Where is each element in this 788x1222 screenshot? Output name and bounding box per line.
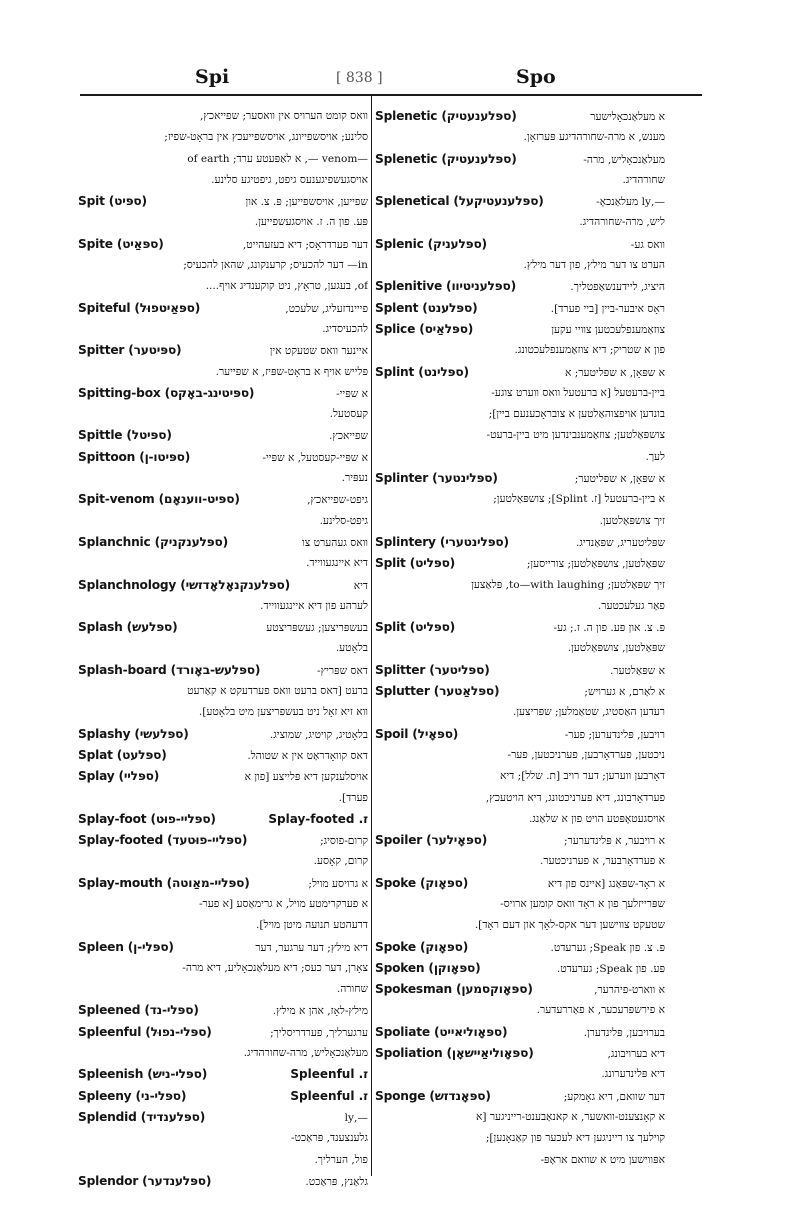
definition-first-line: שפייאכץ. xyxy=(328,430,368,443)
entry-headline xyxy=(375,191,665,212)
entry-headline xyxy=(78,617,368,638)
entry-headline xyxy=(375,319,665,340)
definition-line: זיך שפּאַלטען; to—with laughing, פּלאַצען xyxy=(471,578,665,591)
definition-line: פערדאָרבונג, דיא פערניכטונג, דיא הויטעכץ, xyxy=(485,791,665,804)
entry-headline xyxy=(78,1022,368,1043)
definition-line: אפּווישען מיט א שוואם אראָפּ- xyxy=(540,1153,665,1166)
dictionary-entry xyxy=(375,532,665,553)
entry-headline xyxy=(78,809,368,830)
dictionary-entry xyxy=(375,958,665,979)
definition-first-line: צוזאַמענפלעכטען צוויי עקען xyxy=(551,323,665,336)
definition-line: א פירשפּרעכער, א פאַררעדער. xyxy=(536,1004,665,1017)
entry-headline xyxy=(78,191,368,212)
running-head-left: Spi xyxy=(195,66,230,88)
definition-first-line: דער שוואם, דיא גאָמקע; xyxy=(563,1090,665,1103)
dictionary-entry xyxy=(375,298,665,319)
entry-headline xyxy=(78,937,368,958)
entry-headline xyxy=(375,553,665,574)
definition-line: בונדען אויפצוהאַלטען א צובראָכענעם ביין]; xyxy=(488,408,665,421)
dictionary-entry xyxy=(78,1107,368,1171)
dictionary-entry xyxy=(78,234,368,298)
headword: Spit-venom (ספּיט-ווענאָם) xyxy=(78,492,240,507)
dictionary-entry xyxy=(78,425,368,446)
entry-headline xyxy=(78,532,368,553)
definition-line: פערד]. xyxy=(338,791,368,804)
headword: Splenetic (ספּלענעטיק) xyxy=(375,109,517,123)
entry-headline xyxy=(375,617,665,638)
definition-first-line: שפּאַלטען, צושפּאַלטען; צורייסען; xyxy=(526,558,665,571)
definition-first-line: פּע. פון Speak; גערעדט. xyxy=(556,962,665,975)
definition-first-line: א רויבער, א פּלינדערער; xyxy=(564,835,665,848)
entry-headline xyxy=(375,724,665,745)
definition-first-line: א גרויסע מויל; xyxy=(308,877,368,890)
entry-headline xyxy=(78,425,368,446)
dictionary-entry xyxy=(78,489,368,532)
definition-first-line: א שפּאָן, א שפּליטער; א xyxy=(565,366,665,379)
entry-headline xyxy=(78,766,368,787)
definition-first-line: גלאַנץ, פּראַכט. xyxy=(305,1175,368,1188)
entry-headline xyxy=(78,298,368,319)
headword: Splenitive (ספּלעניטיוו) xyxy=(375,279,516,294)
definition-first-line: דער פערדראָס; דיא בעזעהייט, xyxy=(242,238,368,251)
definition-line: שפּרייזלעך פון א ראָד וואס קומען ארויס- xyxy=(500,897,665,910)
page-number: [ 838 ] xyxy=(336,70,383,86)
dictionary-entry xyxy=(78,1000,368,1021)
dictionary-entry xyxy=(375,1086,665,1171)
dictionary-entry xyxy=(375,1022,665,1043)
headword: Sponge (ספּאָנדזש) xyxy=(375,1088,491,1103)
entry-headline xyxy=(78,234,368,255)
dictionary-entry xyxy=(375,276,665,297)
definition-first-line: מילץ-לאָז, אהן א מילץ. xyxy=(272,1005,368,1018)
entry-headline xyxy=(375,1043,665,1064)
cross-reference: ז. Spleenful xyxy=(290,1067,368,1082)
headword: Splay-mouth (ספּליי-מאַוטה) xyxy=(78,875,250,890)
definition-line: שטעקט צווישען דער אקס-לאָך און דעם ראָד]. xyxy=(474,919,665,932)
definition-line: א פערדאָרבער, א פערניכטער. xyxy=(539,855,665,868)
definition-first-line: מעלאַנכאָליש, מרה- xyxy=(583,153,665,166)
headword: Spoil (ספּאָיל) xyxy=(375,726,459,741)
dictionary-entry xyxy=(375,553,665,617)
entry-headline xyxy=(375,106,665,127)
dictionary-entry xyxy=(375,979,665,1022)
dictionary-entry xyxy=(78,106,368,191)
headword: Spokesman (ספּאָוקסמען) xyxy=(375,982,533,997)
headword: Splint (ספּלינט) xyxy=(375,364,469,379)
definition-first-line: א ווארט-פיהרער, xyxy=(594,984,665,997)
entry-headline xyxy=(78,1107,368,1128)
definition-first-line: ראָס איבער-ביין [ביי פערד]. xyxy=(550,302,665,315)
dictionary-entry xyxy=(78,191,368,234)
definition-first-line: שפייען, אויסשפייען; פּ. צ. און xyxy=(245,196,368,209)
entry-headline xyxy=(78,447,368,468)
headword: Spoke (ספּאָוק) xyxy=(375,875,469,890)
definition-line: קוילעך צו רייניגען דיא לעכער פון קאַנאָנען]; xyxy=(485,1132,665,1145)
dictionary-entry xyxy=(375,681,665,724)
dictionary-entry xyxy=(78,617,368,660)
definition-line: זיך צושפּאַלטען. xyxy=(599,514,665,527)
dictionary-entry xyxy=(375,660,665,681)
definition-first-line: דיא בערויבונג, xyxy=(607,1048,665,1061)
definition-line: שחורה. xyxy=(336,983,368,996)
definition-first-line: פּ. צ. און פּע. פון ה. ז.; גע- xyxy=(553,622,665,635)
definition-first-line: א שפּאָן, א שפּליטער; xyxy=(574,473,665,486)
dictionary-entry xyxy=(78,1171,368,1192)
headword: Spitter (ספּיטער) xyxy=(78,343,182,358)
headword: Splanchnology (ספּלענקנאָלאָדזשי) xyxy=(78,577,290,592)
dictionary-entry xyxy=(78,1086,368,1107)
definition-line: הערט צו דער מילץ, פון דער מילץ. xyxy=(523,259,665,272)
entry-headline xyxy=(375,298,665,319)
definition-first-line: בלאָטיג, קויטיג, שמוציג. xyxy=(269,728,368,741)
headword: Spleened (ספּלי-נד) xyxy=(78,1003,199,1018)
dictionary-entry xyxy=(78,532,368,575)
entry-headline xyxy=(78,1171,368,1192)
dictionary-entry xyxy=(375,937,665,958)
headword: Spiteful (ספּאַיטפוּל) xyxy=(78,300,201,315)
headword: Split (ספּליט) xyxy=(375,620,456,635)
definition-first-line: רויבען, פּלינדערען; פער- xyxy=(564,728,665,741)
definition-line: ווא זיא זאָל ניט בעשפּריצען מיט בלאָטע]. xyxy=(198,706,368,719)
header-rule xyxy=(80,94,702,96)
dictionary-entry xyxy=(78,766,368,809)
definition-line: פּלייש אויף א בראָט-שפּיז, א שפּייער. xyxy=(215,365,368,378)
entry-headline xyxy=(375,979,665,1000)
definition-line: ליש, מרה-שחורהדיג. xyxy=(579,216,665,229)
definition-line: מעלאַנכאָליש, מרה-שחורהדיג. xyxy=(243,1047,368,1060)
cross-reference: ז. Splay-footed xyxy=(268,811,368,826)
dictionary-entry xyxy=(78,937,368,1001)
column-divider xyxy=(371,96,372,1176)
entry-headline xyxy=(375,660,665,681)
dictionary-entry xyxy=(375,362,665,468)
dictionary-entry xyxy=(375,234,665,277)
definition-line: אויסגעשפיגענעס גיפט, גיפטיגע סלינע. xyxy=(211,173,368,186)
definition-line: מענש, א מרה-שחורהדיגע פּערזאָן. xyxy=(523,131,665,144)
entry-headline xyxy=(375,830,665,851)
definition-line: גיפט-סלינע. xyxy=(319,514,368,527)
cross-reference: ז. Spleenful xyxy=(290,1088,368,1103)
left-column xyxy=(78,106,368,1192)
definition-line: פון א שטריק; דיא צוזאַמענפלעכטונג. xyxy=(514,344,665,357)
definition-line: א פערקרימטע מויל, א גרימאַסע [א פער- xyxy=(198,897,368,910)
headword: Splash (ספּלעש) xyxy=(78,620,178,635)
definition-line: דיא פּלינדערונג. xyxy=(601,1068,665,1081)
dictionary-entry xyxy=(375,873,665,937)
entry-headline xyxy=(78,489,368,510)
entry-headline xyxy=(78,660,368,681)
definition-line: בלאָטע. xyxy=(335,642,368,655)
dictionary-entry xyxy=(375,1043,665,1086)
dictionary-entry xyxy=(78,745,368,766)
definition-line: לעך. xyxy=(645,450,665,463)
headword: Splash-board (ספּלעש-באָורד) xyxy=(78,662,261,677)
headword: Splendid (ספּלענדיד) xyxy=(78,1109,206,1124)
headword: Splendor (ספּלענדער) xyxy=(78,1173,212,1188)
headword: Spleeny (ספּלי-ני) xyxy=(78,1088,187,1103)
definition-line: of, בעגען, טראָץ, ניט קוקענדיג אויף.... xyxy=(205,280,368,293)
definition-first-line: בערויבען, פּלינדערן. xyxy=(583,1026,665,1039)
dictionary-entry xyxy=(78,298,368,341)
dictionary-entry xyxy=(375,724,665,830)
entry-headline xyxy=(78,575,368,596)
definition-first-line: איינער וואס שטעקט אין xyxy=(269,345,368,358)
dictionary-entry xyxy=(78,1022,368,1065)
dictionary-entry xyxy=(78,830,368,873)
definition-line: ניכטען, פערדאָרבען, פערניכטען, פער- xyxy=(507,748,665,761)
headword: Splat (ספּלעט) xyxy=(78,747,167,762)
definition-line: פול, הערליך. xyxy=(314,1153,368,1166)
definition-first-line: וואס גע- xyxy=(630,238,665,251)
headword: Spoken (ספּאָוקן) xyxy=(375,960,481,975)
definition-first-line: ערגערליך, פערדריסליך; xyxy=(270,1026,368,1039)
definition-first-line: דיא מילץ; דער ערגער, דער xyxy=(255,941,368,954)
definition-first-line: קרום-פוסיג; xyxy=(320,835,368,848)
entry-headline xyxy=(375,1086,665,1107)
entry-headline xyxy=(375,681,665,702)
headword: Split (ספּליט) xyxy=(375,556,456,571)
definition-first-line: אויסלענקען דיא פּלייצע [פון א xyxy=(244,771,368,784)
definition-first-line: א מעלאַנכאָלישער xyxy=(590,111,665,123)
headword: Spoliation (ספּאָוליאַיישאָן) xyxy=(375,1046,534,1061)
entry-headline xyxy=(78,745,368,766)
headword: Splanchnic (ספּלענקניק) xyxy=(78,534,228,549)
definition-line: לערהע פון דיא איינגעווייד. xyxy=(260,599,368,612)
headword: Spitting-box (ספּיטינג-באָקס) xyxy=(78,385,255,400)
entry-headline xyxy=(78,1000,368,1021)
dictionary-entry xyxy=(78,575,368,618)
definition-first-line: א שפּאַלטער. xyxy=(609,664,665,677)
definition-line: א קאָנצענט-וואשער, א קאנאַבענט-רייניגער [א xyxy=(476,1110,665,1123)
headword: Splenetical (ספּלענעטיקעל) xyxy=(375,194,544,209)
headword: Spittoon (ספּיטו-ן) xyxy=(78,449,191,464)
headword: Spoliate (ספּאָוליאייט) xyxy=(375,1024,508,1039)
dictionary-entry xyxy=(375,319,665,362)
headword: Spleenful (ספּלי-נפוּל) xyxy=(78,1024,212,1039)
headword: Splay-footed (ספּליי-פוּטעד) xyxy=(78,833,248,848)
dictionary-entry xyxy=(375,830,665,873)
entry-headline xyxy=(78,1086,368,1107)
headword: Splinter (ספּלינטער) xyxy=(375,471,498,486)
definition-line: וואס קומט הערויס אין וואסער; שפייאכץ, xyxy=(200,110,368,122)
headword: Splenic (ספּלעניק) xyxy=(375,236,487,251)
definition-first-line: —,ly מעלאַנכאָ- xyxy=(596,196,665,209)
definition-first-line: פּ. צ. פון Speak; גערעדט. xyxy=(550,941,665,954)
headword: Spoke (ספּאָוק) xyxy=(375,939,469,954)
dictionary-entry xyxy=(78,1064,368,1085)
dictionary-entry xyxy=(78,873,368,937)
entry-headline xyxy=(78,873,368,894)
headword: Splay-foot (ספּליי-פוּט) xyxy=(78,811,216,826)
definition-line: ביין-ברעטעל [א ברעטעל וואס ווערט צוגע- xyxy=(491,386,665,399)
dictionary-entry xyxy=(78,724,368,745)
entry-headline xyxy=(78,340,368,361)
dictionary-entry xyxy=(78,660,368,724)
definition-first-line: שפּליטעריג, שפּאַנדיג. xyxy=(576,536,665,549)
definition-line: להכעיסדיג. xyxy=(322,322,368,335)
definition-first-line: גיפט-שפייאכץ, xyxy=(307,494,368,507)
definition-first-line: דאס קוואָדראַט אין א שטוהל. xyxy=(247,749,368,762)
definition-line: קרום, קאָסע. xyxy=(313,855,368,868)
definition-first-line: בעשפּריצען; געשפּריצטע xyxy=(266,622,368,635)
headword: Spoiler (ספּאָילער) xyxy=(375,833,488,848)
entry-headline xyxy=(375,276,665,297)
dictionary-entry xyxy=(375,468,665,532)
headword: Spite (ספּאַיט) xyxy=(78,236,164,251)
dictionary-entry xyxy=(78,809,368,830)
definition-line: פּע. פון ה. ז. אויסגעשפייען. xyxy=(254,216,368,229)
definition-first-line: א שפּיי-קעסטעל, א שפּיי- xyxy=(262,451,368,464)
entry-headline xyxy=(78,724,368,745)
definition-first-line: א שפּיי- xyxy=(336,387,368,400)
headword: Spit (ספּיט) xyxy=(78,194,147,209)
headword: Spleen (ספּלי-ן) xyxy=(78,939,174,954)
definition-line: צושפּאַלטען; צוזאַמענבינדען מיט ביין-ברעט- xyxy=(486,429,665,442)
definition-line: דרעהטע תנועה מיטן מויל]. xyxy=(256,919,368,932)
entry-headline xyxy=(78,383,368,404)
definition-line: גלענצענד, פּראַכט- xyxy=(291,1132,368,1145)
dictionary-entry xyxy=(78,383,368,426)
entry-headline xyxy=(375,1022,665,1043)
definition-line: א ביין-ברעטעל [ז. Splint]; צושפּאַלטען; xyxy=(493,493,665,506)
dictionary-entry xyxy=(375,617,665,660)
entry-headline xyxy=(375,468,665,489)
right-column xyxy=(375,106,665,1171)
headword: Splay (ספּליי) xyxy=(78,769,160,784)
entry-headline xyxy=(375,958,665,979)
definition-line: דיא איינגעווייד. xyxy=(306,557,368,570)
entry-headline xyxy=(375,362,665,383)
definition-first-line: היציג, ליידענשאַפטליך. xyxy=(570,281,665,294)
dictionary-entry xyxy=(375,191,665,234)
entry-headline xyxy=(78,1064,368,1085)
definition-line: שחורהדיג. xyxy=(622,173,665,186)
definition-first-line: דיא xyxy=(353,579,368,592)
definition-first-line: וואס געהערט צו xyxy=(302,536,368,549)
headword: Splashy (ספּלעשי) xyxy=(78,726,189,741)
headword: Splice (ספּלאַיס) xyxy=(375,321,474,336)
definition-first-line: —,ly xyxy=(344,1111,368,1124)
dictionary-entry xyxy=(78,447,368,490)
dictionary-entry xyxy=(375,149,665,192)
entry-headline xyxy=(375,234,665,255)
definition-line: in— דער להכעיס; קרענקונג, שהאן להכעיס; xyxy=(183,259,368,272)
dictionary-entry xyxy=(78,340,368,383)
dictionary-entry xyxy=(375,106,665,149)
definition-line: פאַר געלעכטער. xyxy=(597,599,665,612)
definition-line: רעדען האַסטיג, שטאַמלען; שפּריצען. xyxy=(512,706,665,719)
definition-line: קעסטעל. xyxy=(329,408,368,421)
running-head-right: Spo xyxy=(516,66,556,88)
entry-headline xyxy=(375,873,665,894)
headword: Splent (ספּלענט) xyxy=(375,300,478,315)
headword: Spleenish (ספּלי-ניש) xyxy=(78,1067,208,1082)
definition-first-line: א לאַרם, א גערויש; xyxy=(584,686,665,699)
definition-line: צאָרן, דער כעס; דיא מעלאַנכאָליע, דיא מרה- xyxy=(182,961,368,974)
definition-line: אויסגעטאָפּטע הויט פון א שלאַנג. xyxy=(529,812,665,825)
headword: Splutter (ספּלאַטער) xyxy=(375,684,500,699)
definition-first-line: דאס שפּריץ- xyxy=(317,664,368,677)
definition-line: דאָרבען ווערען; דער רויב [ת. שלל]; דיא xyxy=(500,770,665,783)
definition-line: נעפּיר. xyxy=(341,472,368,485)
definition-line: —venom —, א לאַפּעטע ערד; of earth xyxy=(187,152,368,165)
entry-headline xyxy=(375,532,665,553)
headword: Spittle (ספּיטל) xyxy=(78,428,172,443)
entry-headline xyxy=(78,830,368,851)
entry-headline xyxy=(375,149,665,170)
definition-first-line: א ראָד-שפּאַנג [איינס פון דיא xyxy=(547,877,665,890)
entry-headline xyxy=(375,937,665,958)
headword: Splenetic (ספּלענעטיק) xyxy=(375,151,517,166)
definition-line: ברעט [דאס ברעט וואס פערדעקט א קאַרעט xyxy=(187,685,368,698)
headword: Splintery (ספּלינטערי) xyxy=(375,534,509,549)
definition-first-line: פייינדזעליג, שלעכט, xyxy=(285,302,368,315)
headword: Splitter (ספּליטער) xyxy=(375,662,490,677)
definition-line: שפּאַלטען, צושפּאַלטען. xyxy=(567,642,665,655)
definition-line: סלינע; אויסשפייונג, אויסשפייעכץ אין בראָט-שפיז; xyxy=(164,131,368,144)
